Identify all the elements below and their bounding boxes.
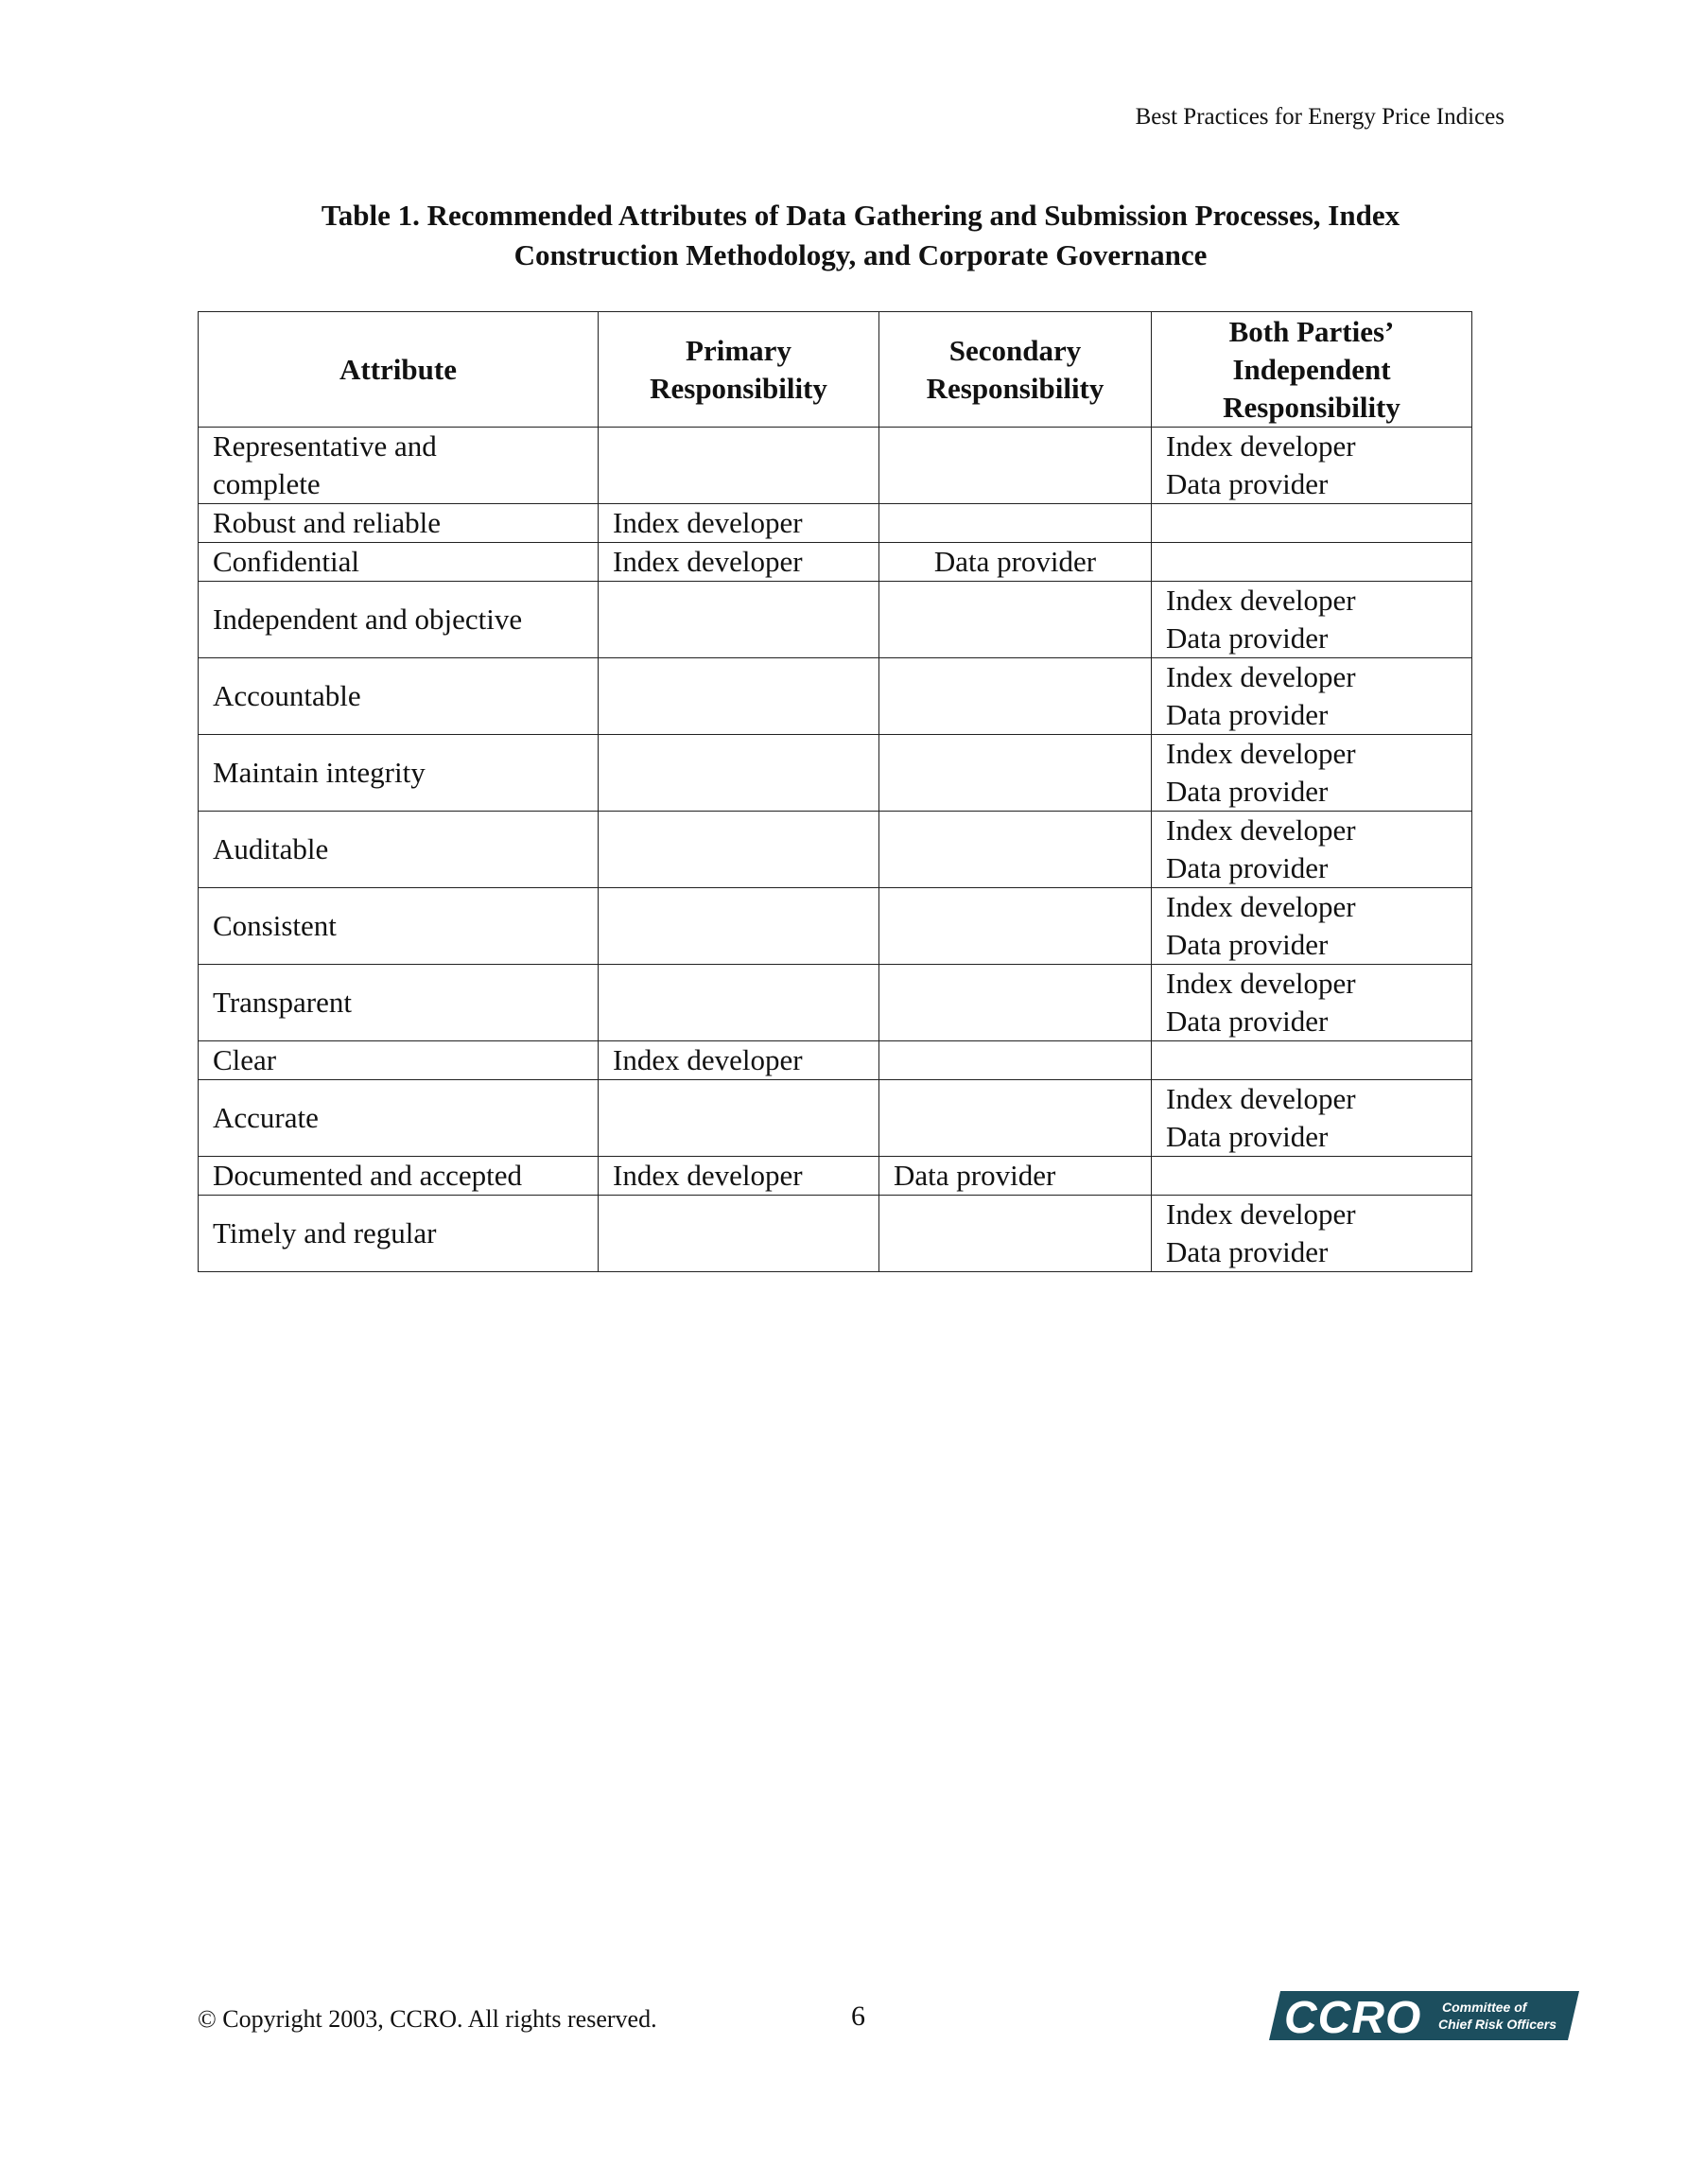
cell-line: Data provider: [1166, 1005, 1329, 1038]
cell-line: Data provider: [894, 1159, 1056, 1192]
attribute-cell: [199, 965, 599, 1041]
cell-line: Accurate: [213, 1101, 319, 1134]
table-row: [199, 1080, 1472, 1157]
table-row: [199, 965, 1472, 1041]
cell-line: Accountable: [213, 679, 361, 712]
table-row: [199, 582, 1472, 658]
attribute-cell: [199, 582, 599, 658]
secondary-cell: [879, 812, 1152, 888]
cell-line: Timely and regular: [213, 1216, 437, 1249]
header-line: Both Parties’: [1228, 314, 1395, 348]
secondary-cell: [879, 658, 1152, 735]
both-parties-cell: [1152, 658, 1472, 735]
both-parties-cell: [1152, 582, 1472, 658]
secondary-cell: [879, 735, 1152, 812]
cell-line: complete: [213, 467, 321, 500]
secondary-cell: [879, 504, 1152, 543]
primary-cell: [599, 888, 879, 965]
table-header-row: [199, 312, 1472, 428]
cell-line: Data provider: [1166, 621, 1329, 655]
cell-line: Data provider: [1166, 1235, 1329, 1268]
ccro-logo: [1267, 1989, 1579, 2042]
cell-line: Index developer: [1166, 737, 1356, 770]
both-parties-cell: [1152, 1157, 1472, 1196]
cell-line: Maintain integrity: [213, 756, 426, 789]
secondary-cell: [879, 543, 1152, 582]
table-row: [199, 428, 1472, 504]
cell-line: Documented and accepted: [213, 1159, 523, 1192]
primary-cell: [599, 1196, 879, 1272]
copyright-notice: © Copyright 2003, CCRO. All rights reserved.: [198, 2005, 657, 2033]
logo-tagline: Chief Risk Officers: [1438, 2017, 1557, 2032]
cell-line: Index developer: [613, 1043, 803, 1076]
attribute-cell: [199, 1157, 599, 1196]
cell-line: Data provider: [1166, 698, 1329, 731]
both-parties-cell: [1152, 735, 1472, 812]
attributes-table: [198, 311, 1472, 1272]
cell-line: Clear: [213, 1043, 277, 1076]
primary-cell: [599, 582, 879, 658]
attribute-cell: [199, 812, 599, 888]
secondary-cell: [879, 1080, 1152, 1157]
primary-cell: [599, 812, 879, 888]
table-title: [199, 196, 1522, 275]
cell-line: Index developer: [1166, 967, 1356, 1000]
cell-line: Data provider: [1166, 1120, 1329, 1153]
table-row: [199, 504, 1472, 543]
page-number: 6: [851, 2001, 865, 2032]
attribute-cell: [199, 888, 599, 965]
cell-line: Index developer: [1166, 584, 1356, 617]
secondary-cell: [879, 888, 1152, 965]
secondary-cell: [879, 1041, 1152, 1080]
cell-line: Data provider: [1166, 775, 1329, 808]
secondary-cell: [879, 965, 1152, 1041]
both-parties-cell: [1152, 1080, 1472, 1157]
cell-line: Representative and: [213, 429, 437, 463]
both-parties-cell: [1152, 428, 1472, 504]
primary-cell: [599, 1080, 879, 1157]
header-attribute: [199, 312, 599, 428]
primary-cell: [599, 1157, 879, 1196]
table-row: [199, 735, 1472, 812]
header-primary-responsibility: [599, 312, 879, 428]
both-parties-cell: [1152, 543, 1472, 582]
attribute-cell: [199, 735, 599, 812]
header-secondary-responsibility: [879, 312, 1152, 428]
header-line: Secondary: [948, 333, 1082, 367]
table-row: [199, 888, 1472, 965]
both-parties-cell: [1152, 965, 1472, 1041]
both-parties-cell: [1152, 504, 1472, 543]
table-title-line: Table 1. Recommended Attributes of Data Gathering and Submission Processes, Index: [321, 199, 1400, 232]
cell-line: Consistent: [213, 909, 337, 942]
both-parties-cell: [1152, 1041, 1472, 1080]
cell-line: Transparent: [213, 986, 352, 1019]
cell-line: Index developer: [613, 545, 803, 578]
cell-line: Index developer: [1166, 1082, 1356, 1115]
cell-line: Index developer: [1166, 813, 1356, 847]
table-body: [199, 428, 1472, 1272]
secondary-cell: [879, 1196, 1152, 1272]
table-row: [199, 812, 1472, 888]
cell-line: Independent and objective: [213, 603, 523, 636]
attribute-cell: [199, 658, 599, 735]
primary-cell: [599, 543, 879, 582]
cell-line: Index developer: [1166, 890, 1356, 923]
cell-line: Data provider: [1166, 467, 1329, 500]
cell-line: Index developer: [613, 506, 803, 539]
cell-line: Confidential: [213, 545, 359, 578]
header-line: Primary: [686, 333, 791, 367]
table-row: [199, 1196, 1472, 1272]
primary-cell: [599, 504, 879, 543]
both-parties-cell: [1152, 812, 1472, 888]
primary-cell: [599, 735, 879, 812]
table-row: [199, 658, 1472, 735]
table-title-line: Construction Methodology, and Corporate Governance: [513, 238, 1208, 271]
logo-tagline: Committee of: [1442, 2000, 1527, 2015]
attribute-cell: [199, 1041, 599, 1080]
running-header: Best Practices for Energy Price Indices: [1135, 104, 1504, 130]
header-line: Responsibility: [1223, 390, 1400, 424]
primary-cell: [599, 658, 879, 735]
both-parties-cell: [1152, 1196, 1472, 1272]
primary-cell: [599, 428, 879, 504]
header-line: Independent: [1232, 352, 1391, 386]
cell-line: Index developer: [613, 1159, 803, 1192]
cell-line: Index developer: [1166, 429, 1356, 463]
attribute-cell: [199, 1080, 599, 1157]
secondary-cell: [879, 582, 1152, 658]
cell-line: Index developer: [1166, 1197, 1356, 1231]
cell-line: Data provider: [1166, 851, 1329, 884]
secondary-cell: [879, 1157, 1152, 1196]
cell-line: Robust and reliable: [213, 506, 442, 539]
primary-cell: [599, 1041, 879, 1080]
primary-cell: [599, 965, 879, 1041]
table-row: [199, 543, 1472, 582]
both-parties-cell: [1152, 888, 1472, 965]
attribute-cell: [199, 543, 599, 582]
cell-line: Auditable: [213, 832, 329, 865]
header-both-parties-responsibility: [1152, 312, 1472, 428]
header-line: Attribute: [339, 352, 457, 386]
cell-line: Index developer: [1166, 660, 1356, 693]
cell-line: Data provider: [1166, 928, 1329, 961]
header-line: Responsibility: [650, 371, 827, 405]
attribute-cell: [199, 504, 599, 543]
secondary-cell: [879, 428, 1152, 504]
table-row: [199, 1157, 1472, 1196]
header-line: Responsibility: [926, 371, 1104, 405]
attribute-cell: [199, 428, 599, 504]
cell-line: Data provider: [933, 545, 1097, 578]
logo-wordmark: CCRO: [1284, 1993, 1422, 2042]
table-row: [199, 1041, 1472, 1080]
attribute-cell: [199, 1196, 599, 1272]
